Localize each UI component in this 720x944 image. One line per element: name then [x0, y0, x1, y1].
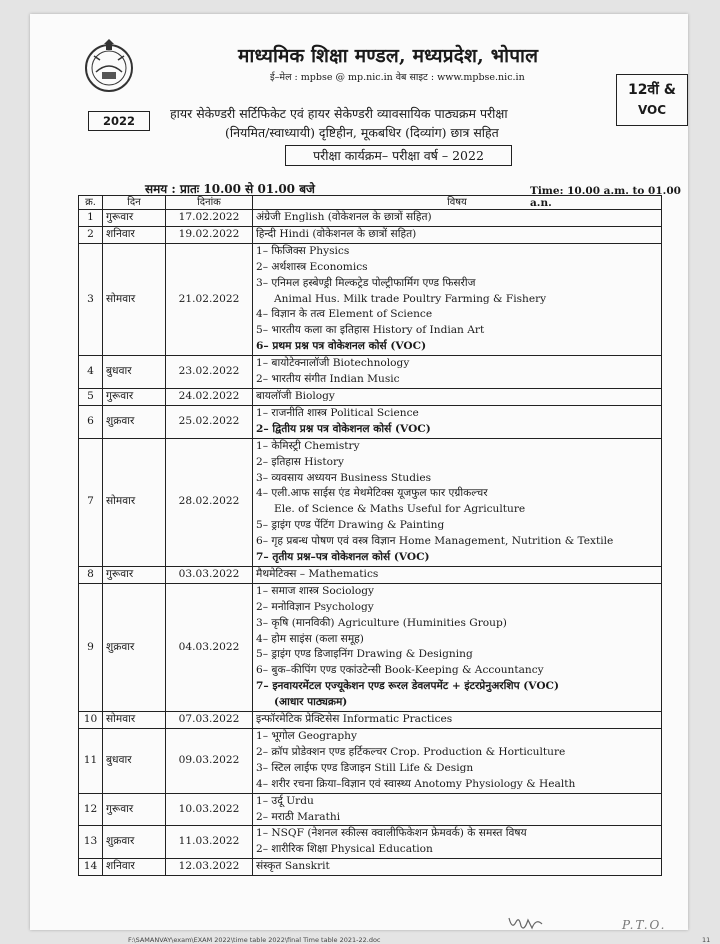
row-date: 23.02.2022 [166, 356, 253, 389]
row-serial: 12 [79, 793, 103, 826]
col-header-serial: क्र. [79, 196, 103, 210]
subject-line: 7– तृतीय प्रश्न–पत्र वोकेशनल कोर्स (VOC) [256, 551, 430, 564]
row-subjects [253, 826, 662, 859]
row-date: 28.02.2022 [166, 438, 253, 566]
subject-line: 1– बायोटेक्नालॉजी Biotechnology [256, 357, 410, 370]
subject-line: 3– स्टिल लाईफ एण्ड डिजाइन Still Life & Design [256, 761, 474, 774]
row-day: बुधवार [103, 729, 166, 794]
class-box [616, 74, 688, 126]
row-day: सोमवार [103, 243, 166, 355]
subject-line: 2– अर्थशास्त्र Economics [256, 260, 368, 273]
subject-line: बायलॉजी Biology [256, 389, 335, 402]
row-serial: 8 [79, 566, 103, 583]
row-serial: 14 [79, 859, 103, 876]
row-date: 24.02.2022 [166, 388, 253, 405]
row-subjects [253, 226, 662, 243]
row-date: 17.02.2022 [166, 210, 253, 227]
row-subjects [253, 793, 662, 826]
row-day: गुरूवार [103, 210, 166, 227]
subject-line: 1– भूगोल Geography [256, 730, 357, 742]
file-path-footer: F:\SAMANVAY\exam\EXAM 2022\time table 2022\final Time table 2021-22.doc [128, 936, 381, 944]
table-header-row [79, 196, 662, 210]
subject-line: 5– ड्राइंग एण्ड पेंटिंग Drawing & Painting [256, 519, 445, 532]
row-subjects [253, 356, 662, 389]
row-day: गुरूवार [103, 793, 166, 826]
subject-line: 1– NSQF (नेशनल स्कील्स क्वालीफिकेशन फ्रेमवर्क) के समस्त विषय [256, 827, 527, 840]
row-subjects [253, 438, 662, 566]
row-subjects [253, 405, 662, 438]
subject-line: 4– एली.आफ साईस एंड मेथमेटिक्स यूजफुल फार एग्रीकल्चर [256, 487, 488, 500]
subject-line: संस्कृत Sanskrit [256, 860, 330, 873]
row-day: बुधवार [103, 356, 166, 389]
row-subjects [253, 729, 662, 794]
row-serial: 10 [79, 712, 103, 729]
row-day: शुक्रवार [103, 826, 166, 859]
row-subjects [253, 583, 662, 711]
row-day: सोमवार [103, 712, 166, 729]
subject-line: 1– फिजिक्स Physics [256, 244, 350, 257]
subject-line: 2– मनोविज्ञान Psychology [256, 600, 374, 613]
class-label: 12वीं & [628, 82, 676, 98]
row-subjects [253, 859, 662, 876]
row-day: गुरूवार [103, 388, 166, 405]
row-subjects [253, 566, 662, 583]
row-date: 21.02.2022 [166, 243, 253, 355]
row-date: 25.02.2022 [166, 405, 253, 438]
subject-line: 3– कृषि (मानविकी) Agriculture (Huminities Group) [256, 616, 507, 629]
subject-line: 6– गृह प्रबन्ध पोषण एवं वस्त्र विज्ञान Home Management, Nutrition & Textile [256, 535, 614, 548]
exam-schedule-table [78, 195, 662, 876]
row-date: 11.03.2022 [166, 826, 253, 859]
row-day: सोमवार [103, 438, 166, 566]
subject-line: 7– इनवायरमेंटल एज्यूकेशन एण्ड रूरल डेवलपमेंट + इंटरप्रेनुअरशिप (VOC) [256, 680, 560, 693]
col-header-day: दिन [103, 196, 166, 210]
table-row [79, 388, 662, 405]
row-date: 04.03.2022 [166, 583, 253, 711]
row-serial: 7 [79, 438, 103, 566]
subject-line: 2– शारीरिक शिक्षा Physical Education [256, 843, 433, 856]
row-serial: 1 [79, 210, 103, 227]
subject-line: (आधार पाठ्यक्रम) [274, 696, 348, 709]
table-row [79, 243, 662, 355]
row-date: 03.03.2022 [166, 566, 253, 583]
subject-line: हिन्दी Hindi (वोकेशनल के छात्रों सहित) [256, 227, 417, 240]
exam-subtitle: (नियमित/स्वाध्यायी) दृष्टिहीन, मूकबधिर (दिव्यांग) छात्र सहित [225, 125, 499, 140]
subject-line: 4– शरीर रचना क्रिया–विज्ञान एवं स्वास्थ्य Anotomy Physiology & Health [256, 777, 576, 790]
table-row [79, 356, 662, 389]
subject-line: इन्फॉरमेटिक प्रेक्टिसेस Informatic Practices [256, 713, 453, 726]
row-serial: 9 [79, 583, 103, 711]
table-row [79, 438, 662, 566]
row-day: शुक्रवार [103, 405, 166, 438]
exam-title: हायर सेकेण्डरी सर्टिफिकेट एवं हायर सेकेण्डरी व्यावसायिक पाठ्यक्रम परीक्षा [170, 106, 508, 121]
col-header-date: दिनांक [166, 196, 253, 210]
row-serial: 3 [79, 243, 103, 355]
subject-line: 2– इतिहास History [256, 455, 345, 468]
year-badge: 2022 [88, 111, 150, 131]
row-date: 09.03.2022 [166, 729, 253, 794]
row-subjects [253, 243, 662, 355]
programme-label: परीक्षा कार्यक्रम– परीक्षा वर्ष – 2022 [285, 145, 512, 166]
board-emblem-icon [82, 38, 136, 94]
row-serial: 11 [79, 729, 103, 794]
voc-label: VOC [637, 103, 667, 117]
table-row [79, 583, 662, 711]
row-day: शुक्रवार [103, 583, 166, 711]
subject-line: 3– एनिमल हस्बेण्ड्री मिल्कट्रेड पोल्ट्रीफार्मिग एण्ड फिसरीज [256, 276, 476, 289]
subject-line: 5– भारतीय कला का इतिहास History of Indian Art [256, 324, 485, 337]
row-subjects [253, 712, 662, 729]
row-date: 07.03.2022 [166, 712, 253, 729]
row-date: 10.03.2022 [166, 793, 253, 826]
row-day: गुरूवार [103, 566, 166, 583]
subject-line: 4– होम साइंस (कला समूह) [256, 632, 364, 645]
subject-line: 6– बुक–कीपिंग एण्ड एकांउटेन्सी Book-Keeping & Accountancy [256, 664, 544, 677]
subject-line: 2– भारतीय संगीत Indian Music [256, 373, 400, 386]
row-serial: 4 [79, 356, 103, 389]
subject-line: 1– राजनीति शास्त्र Political Science [256, 406, 419, 419]
subject-line: 6– प्रथम प्रश्न पत्र वोकेशनल कोर्स (VOC) [256, 340, 427, 353]
row-serial: 2 [79, 226, 103, 243]
contact-info: ई–मेल : mpbse @ mp.nic.in वेब साइट : www.mpbse.nic.in [270, 72, 525, 83]
table-row [79, 712, 662, 729]
subject-line: 3– व्यवसाय अध्ययन Business Studies [256, 471, 432, 484]
row-subjects [253, 388, 662, 405]
table-row [79, 729, 662, 794]
time-hindi: समय : प्रातः 10.00 से 01.00 बजे [145, 182, 315, 196]
signature-icon [506, 912, 546, 936]
subject-line: मैथमेटिक्स – Mathematics [256, 567, 379, 580]
table-row [79, 826, 662, 859]
row-serial: 13 [79, 826, 103, 859]
row-day: शनिवार [103, 859, 166, 876]
subject-line: 1– उर्दू Urdu [256, 794, 314, 807]
table-row [79, 210, 662, 227]
row-serial: 6 [79, 405, 103, 438]
subject-line: Animal Hus. Milk trade Poultry Farming & Fishery [274, 292, 547, 305]
page-number: 11 [702, 936, 711, 944]
table-row [79, 859, 662, 876]
subject-line: 2– द्वितीय प्रश्न पत्र वोकेशनल कोर्स (VOC) [256, 422, 431, 435]
subject-line: 2– क्रॉप प्रोडेक्शन एण्ड हर्टिकल्चर Crop. Production & Horticulture [256, 745, 566, 758]
row-serial: 5 [79, 388, 103, 405]
subject-line: 1– केमिस्ट्री Chemistry [256, 439, 360, 452]
row-subjects [253, 210, 662, 227]
row-date: 19.02.2022 [166, 226, 253, 243]
table-row [79, 405, 662, 438]
subject-line: 4– विज्ञान के तत्व Element of Science [256, 308, 433, 321]
row-day: शनिवार [103, 226, 166, 243]
col-header-subject: विषय [253, 196, 662, 210]
pto-note: P.T.O. [622, 918, 667, 932]
subject-line: Ele. of Science & Maths Useful for Agriculture [274, 503, 526, 516]
table-row [79, 566, 662, 583]
row-date: 12.03.2022 [166, 859, 253, 876]
subject-line: 1– समाज शास्त्र Sociology [256, 584, 375, 597]
subject-line: अंग्रेजी English (वोकेशनल के छात्रों सहित) [256, 211, 432, 223]
time-english: Time: 10.00 a.m. to 01.00 a.n. [530, 185, 681, 209]
subject-line: 2– मराठी Marathi [256, 810, 341, 823]
board-title: माध्यमिक शिक्षा मण्डल, मध्यप्रदेश, भोपाल [238, 45, 539, 67]
table-row [79, 226, 662, 243]
subject-line: 5– ड्राइंग एण्ड डिजाइनिंग Drawing & Designing [256, 648, 473, 661]
table-row [79, 793, 662, 826]
